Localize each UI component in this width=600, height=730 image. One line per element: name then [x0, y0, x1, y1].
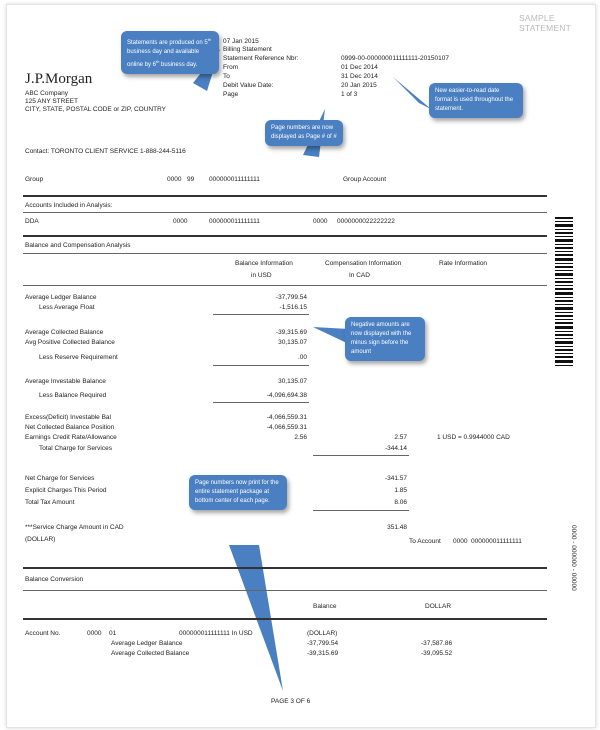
row-comp-net-charge: -341.57 [384, 475, 407, 482]
callout-text-part: Statements are produced on 5 [127, 40, 208, 46]
row-comp-total-tax: 8.06 [394, 499, 407, 506]
header-page-label: Page [223, 91, 239, 98]
divider [23, 567, 547, 569]
header-from-value: 01 Dec 2014 [341, 64, 378, 71]
account-number: 000000011111111 [209, 218, 260, 225]
header-page-value: 1 of 3 [341, 91, 358, 98]
balance-section-title: Balance and Compensation Analysis [25, 242, 131, 249]
to-account-number: 000000011111111 [471, 538, 522, 545]
callout-tail-date-format [393, 77, 431, 109]
group-label: Group [25, 176, 44, 183]
divider [23, 590, 547, 591]
group-code2: 99 [187, 176, 195, 183]
row-value-avg-ledger: -37,799.54 [275, 294, 307, 301]
conversion-account-label: Account No. [25, 630, 61, 637]
side-reference-code: 0000 - 000000 - 00000 [570, 525, 577, 591]
col-balance-info: Balance Information [235, 260, 293, 267]
account-type: DDA [25, 218, 39, 225]
row-label-net-charge: Net Charge for Services [25, 475, 95, 482]
col-compensation-currency: In CAD [349, 272, 370, 279]
conversion-currency: (DOLLAR) [307, 630, 338, 637]
row-label-avg-investable: Average Investable Balance [25, 378, 106, 385]
group-code1: 0000 [167, 176, 182, 183]
row-value-avg-investable: 30,135.07 [278, 378, 307, 385]
row-value-less-required: -4,096,694.38 [266, 392, 307, 399]
conversion-line-usd: -37,799.54 [307, 640, 339, 647]
row-rate-earnings: 1 USD = 0.9944000 CAD [437, 434, 510, 441]
row-label-net-collected: Net Collected Balance Position [25, 424, 115, 431]
conversion-col-dollar: DOLLAR [425, 603, 452, 610]
header-reference-value: 0999-00-000000011111111-20150107 [341, 55, 449, 62]
divider [23, 212, 547, 213]
row-value-avg-positive: 30,135.07 [278, 339, 307, 346]
row-label-less-reserve: Less Reserve Requirement [39, 354, 118, 361]
to-account-code: 0000 [453, 538, 468, 545]
col-balance-currency: in USD [251, 272, 272, 279]
divider [23, 618, 547, 620]
row-value-net-collected: -4,066,559.31 [266, 424, 307, 431]
row-label-less-float: Less Average Float [39, 304, 95, 311]
conversion-line-label: Average Ledger Balance [111, 640, 183, 647]
row-value-less-float: -1,516.15 [279, 304, 307, 311]
company-name: ABC Company [25, 90, 68, 97]
header-debit-value: 20 Jan 2015 [341, 82, 377, 89]
row-label-avg-positive: Avg Positive Collected Balance [25, 339, 115, 346]
header-from-label: From [223, 64, 239, 71]
row-value-avg-collected: -39,315.69 [275, 329, 307, 336]
statement-page [6, 4, 596, 728]
header-billing-label: Billing Statement [223, 46, 272, 53]
row-value-excess: -4,066,559.31 [266, 414, 307, 421]
row-label-avg-collected: Average Collected Balance [25, 329, 104, 336]
account-number2: 0000000022222222 [337, 218, 395, 225]
conversion-account-number: 000000011111111 In USD [179, 630, 253, 637]
contact-line: Contact: TORONTO CLIENT SERVICE 1-888-244-5116 [25, 148, 186, 155]
company-street: 125 ANY STREET [25, 98, 78, 105]
conversion-account-code: 0000 [87, 630, 102, 637]
accounts-section-title: Accounts Included in Analysis: [25, 202, 113, 209]
conversion-col-balance: Balance [313, 603, 337, 610]
subtotal-line [213, 402, 309, 403]
col-compensation-info: Compensation Information [325, 260, 402, 267]
conversion-line-cad: -39,095.52 [421, 650, 453, 657]
callout-superscript: th [207, 37, 212, 42]
callout-statement-production [121, 31, 219, 74]
row-comp-explicit: 1.85 [394, 487, 407, 494]
conversion-line-usd: -39,315.69 [307, 650, 339, 657]
header-reference-label: Statement Reference Nbr: [223, 55, 299, 62]
subtotal-line [313, 455, 409, 456]
to-account-label: To Account [409, 538, 441, 545]
group-account-label: Group Account [343, 176, 386, 183]
row-label-explicit: Explicit Charges This Period [25, 487, 107, 494]
row-label-earnings: Earnings Credit Rate/Allowance [25, 434, 117, 441]
col-rate-info: Rate Information [439, 260, 488, 267]
subtotal-line [213, 365, 309, 366]
account-code2: 0000 [313, 218, 328, 225]
group-account: 000000011111111 [209, 176, 260, 183]
row-label-less-required: Less Balance Required [39, 392, 107, 399]
callout-text-part: business day and available online by 6 [127, 49, 200, 68]
callout-page-bottom: Page numbers now print for the entire statement package at bottom center of each page. [189, 475, 287, 510]
row-comp-service-charge: 351.48 [387, 524, 407, 531]
divider [23, 253, 547, 254]
conversion-line-label: Average Collected Balance [111, 650, 190, 657]
header-debit-label: Debit Value Date: [223, 82, 274, 89]
header-to-value: 31 Dec 2014 [341, 73, 378, 80]
conversion-title: Balance Conversion [25, 576, 84, 583]
row-label-service-charge: ***Service Charge Amount in CAD [25, 524, 124, 531]
divider [23, 285, 547, 286]
callout-date-format: New easier-to-read date format is used throughout the statement. [429, 83, 523, 118]
row-label-total-tax: Total Tax Amount [25, 499, 75, 506]
conversion-account-sub: 01 [109, 630, 117, 637]
conversion-line-cad: -37,587.86 [421, 640, 453, 647]
barcode-image [555, 217, 573, 367]
statement-date: 07 Jan 2015 [223, 38, 259, 45]
row-value-earnings: 2.56 [294, 434, 307, 441]
row-comp-total-charge: -344.14 [384, 445, 407, 452]
row-label-dollar: (DOLLAR) [25, 536, 56, 543]
row-value-less-reserve: .00 [297, 354, 307, 361]
divider [23, 195, 547, 197]
callout-superscript: th [156, 59, 160, 64]
jpmorgan-logo: J.P.Morgan [25, 71, 93, 87]
callout-negative-amounts: Negative amounts are now displayed with the minus sign before the amount [345, 317, 425, 361]
subtotal-line [213, 314, 309, 315]
row-comp-earnings: 2.57 [394, 434, 407, 441]
watermark: SAMPLE STATEMENT [519, 13, 572, 33]
divider [23, 235, 547, 237]
account-code: 0000 [173, 218, 188, 225]
callout-text-part: business day. [159, 62, 198, 68]
subtotal-line [313, 510, 409, 511]
header-to-label: To [223, 73, 230, 80]
row-label-avg-ledger: Average Ledger Balance [25, 294, 97, 301]
row-label-excess: Excess(Deficit) Investable Bal [25, 414, 111, 421]
company-city: CITY, STATE, POSTAL CODE or ZIP, COUNTRY [25, 106, 166, 113]
callout-page-numbers: Page numbers are now displayed as Page # of # [265, 120, 343, 146]
row-label-total-charge: Total Charge for Services [39, 445, 112, 452]
footer-page-number: PAGE 3 OF 6 [271, 698, 311, 705]
